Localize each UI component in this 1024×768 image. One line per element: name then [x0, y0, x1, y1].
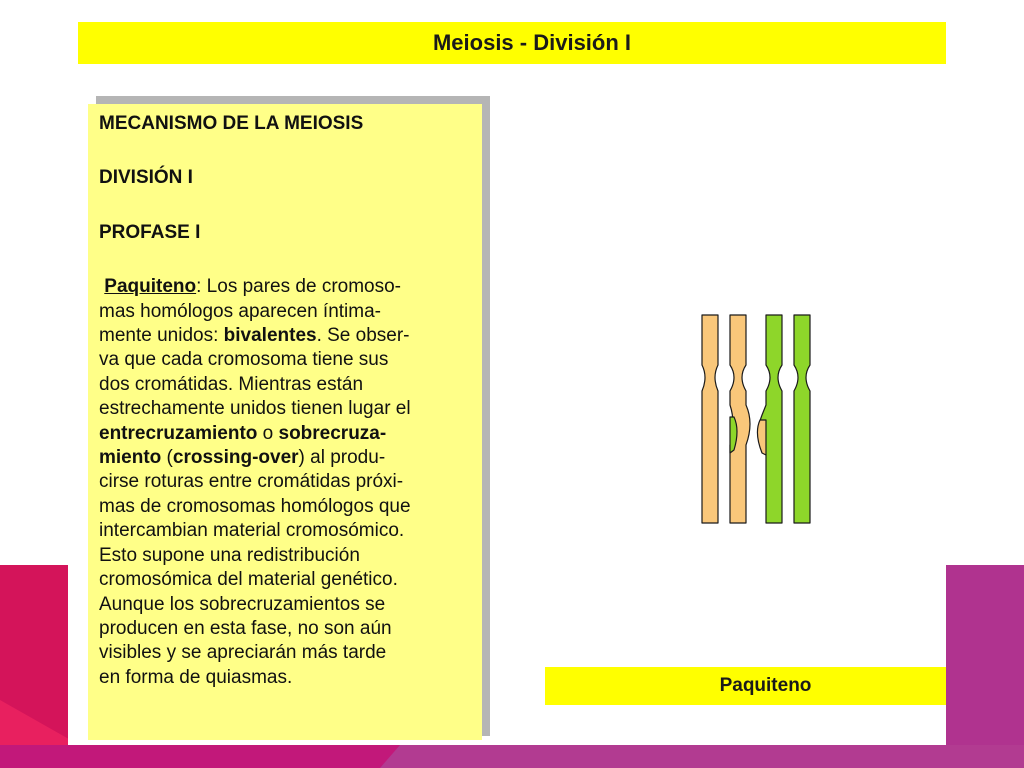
- term-sobrecruzamiento: sobrecruza-: [278, 422, 387, 444]
- orange-chromatid-1: [702, 315, 718, 523]
- bivalent-chromosomes-illustration: [690, 305, 820, 530]
- title-bar: [78, 22, 946, 64]
- paragraph-paquiteno: Paquiteno: Los pares de cromoso- mas homólogos aparecen íntima- mente unidos: bivalentes. Se obser- va que cada cromosoma tiene sus dos cromátidas. Mientras están estrechamente unidos tienen lugar el entrecruzamiento o sobrecruza- miento (crossing-over) al produ- cirse roturas entre cromátidas próxi- mas de cromosomas homólogos que intercambian material cromosómico. Esto supone una redistribución cromosómica del material genético. Aunque los sobrecruzamientos se producen en esta fase, no son aún visibles y se apreciarán más tarde en forma de quiasmas.: [99, 276, 411, 688]
- figure-caption: Paquiteno: [719, 675, 812, 696]
- green-chromatid-2: [794, 315, 810, 523]
- caption-bar: [545, 667, 946, 705]
- crossover-orange-segment: [757, 420, 766, 455]
- term-bivalentes: bivalentes: [223, 325, 317, 347]
- heading-mechanism: MECANISMO DE LA MEIOSIS: [99, 113, 364, 134]
- term-paquiteno: Paquiteno: [104, 276, 197, 298]
- magenta-bottom-strip: [0, 745, 400, 768]
- slide-title: Meiosis - División I: [432, 30, 632, 55]
- text-box: [88, 104, 482, 740]
- term-crossing-over: crossing-over: [172, 447, 299, 469]
- heading-division: DIVISIÓN I: [99, 167, 193, 189]
- term-entrecruzamiento: entrecruzamiento: [99, 422, 258, 444]
- green-chromatid-1: [759, 315, 782, 523]
- heading-prophase: PROFASE I: [99, 221, 201, 243]
- purple-band-right: [946, 565, 1024, 768]
